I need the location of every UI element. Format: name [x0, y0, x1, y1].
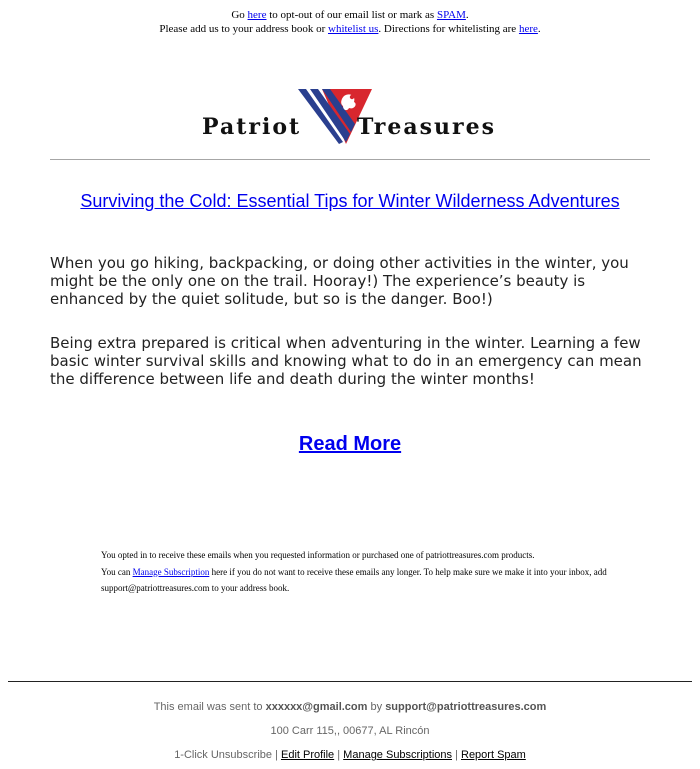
- opt-out-link[interactable]: here: [247, 9, 267, 21]
- optin-notice: [101, 547, 621, 597]
- footer-divider: [8, 681, 692, 682]
- whitelist-directions-link[interactable]: here: [518, 23, 538, 35]
- sender-email: support@patriottreasures.com: [385, 701, 547, 713]
- preheader-directions-text: . Directions for whitelisting are: [378, 23, 517, 35]
- article-title-link[interactable]: Surviving the Cold: Essential Tips for Winter Wilderness Adventures: [80, 191, 620, 211]
- manage-subscriptions-link[interactable]: Manage Subscriptions: [343, 749, 453, 761]
- preheader-address-text: Please add us to your address book or: [159, 23, 326, 35]
- article-headline: [0, 190, 700, 212]
- one-click-unsubscribe[interactable]: 1-Click Unsubscribe: [174, 749, 272, 761]
- footer-separator: |: [337, 749, 341, 761]
- preheader-line-1: [0, 8, 700, 22]
- read-more-link[interactable]: Read More: [298, 433, 402, 455]
- footer-links: [0, 748, 700, 762]
- whitelist-link[interactable]: whitelist us: [328, 23, 379, 35]
- article-paragraph-2: Being extra prepared is critical when adventuring in the winter. Learning a few basic winter survival skills and knowing what to do in an emergency can mean the difference between life and death during the winter months!: [50, 334, 642, 388]
- sent-by: by: [370, 701, 383, 713]
- optin-line-2: here if you do not want to receive these emails any longer. To help make sure we make it into your inbox, add support@patriottreasures.com to your address book.: [101, 566, 607, 593]
- footer-address: 100 Carr 115,, 00677, AL Rincón: [270, 725, 430, 737]
- preheader: [0, 8, 700, 36]
- footer-separator: |: [455, 749, 458, 761]
- sent-prefix: This email was sent to: [153, 701, 263, 713]
- manage-subscription-link[interactable]: Manage Subscription: [132, 566, 210, 577]
- edit-profile-link[interactable]: Edit Profile: [280, 749, 335, 761]
- report-spam-link[interactable]: Report Spam: [461, 749, 526, 761]
- recipient-email: xxxxxx@gmail.com: [265, 701, 368, 713]
- preheader-end-text: .: [465, 9, 469, 21]
- footer-separator: |: [275, 749, 278, 761]
- logo-text-treasures: Treasures: [357, 114, 496, 140]
- preheader-mid-text: to opt-out of our email list or mark as: [269, 9, 435, 21]
- mark-spam-link[interactable]: SPAM: [436, 9, 466, 21]
- preheader-period: .: [537, 23, 541, 35]
- preheader-go-text: Go: [231, 9, 245, 21]
- footer-sent-to: [0, 700, 700, 714]
- article-paragraph-1: When you go hiking, backpacking, or doing other activities in the winter, you might be the only one on the trail. Hooray!) The experience’s beauty is enhanced by the quiet solitude, but so is the danger. Boo!): [50, 254, 629, 308]
- optin-you-can: You can: [101, 566, 131, 577]
- logo-text-patriot: Patriot: [202, 114, 302, 140]
- preheader-line-2: [0, 22, 700, 36]
- brand-logo: [0, 84, 700, 146]
- read-more-container: [0, 431, 700, 457]
- header-divider: [50, 159, 650, 160]
- optin-line-1: You opted in to receive these emails when you requested information or purchased one of patriottreasures.com products.: [101, 550, 535, 560]
